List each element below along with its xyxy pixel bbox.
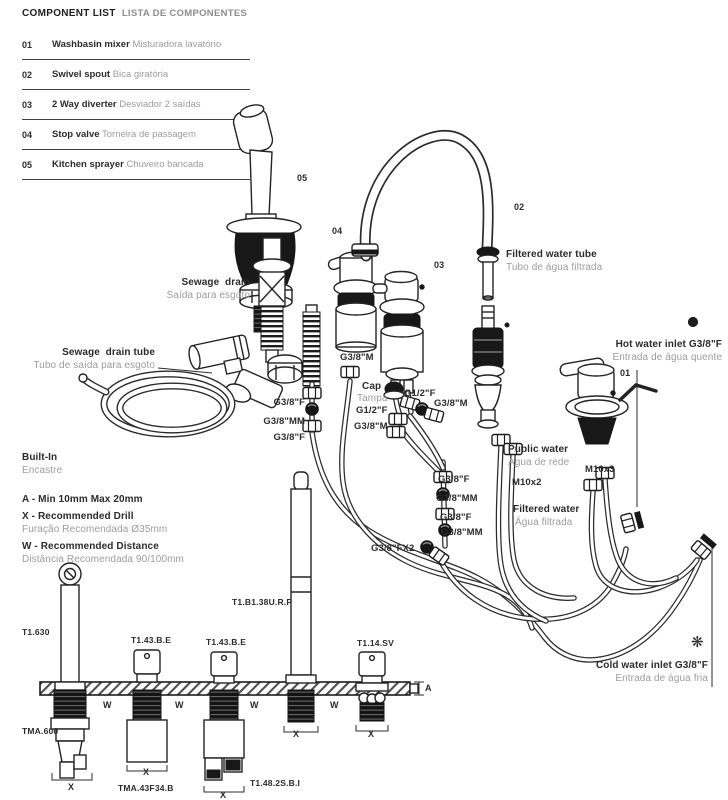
label-g38m-right: G3/8"M xyxy=(434,398,468,409)
dim-x-5: X xyxy=(368,729,375,739)
component-pt: Desviador 2 saídas xyxy=(119,99,201,110)
component-pt: Misturadora lavatório xyxy=(132,39,222,50)
component-list-title-en: COMPONENT LIST xyxy=(22,8,116,19)
note-x-en: X - Recommended Drill xyxy=(22,511,134,522)
washbasin-mixer-art xyxy=(559,357,656,444)
dim-w-2: W xyxy=(175,700,184,710)
label-hot-water-inlet-pt: Entrada de água quente xyxy=(612,352,722,363)
stop-valve-art xyxy=(327,251,378,352)
label-g38f-c1: G3/8"F xyxy=(438,474,470,485)
component-num: 04 xyxy=(22,129,33,140)
part-number-t1-43be-1: T1.43.B.E xyxy=(131,635,172,645)
snowflake-icon: ❋ xyxy=(691,634,704,651)
part-number-t1-14sv: T1.14.SV xyxy=(357,638,395,648)
label-m10x3: M10x3 xyxy=(585,464,615,475)
label-cold-water-inlet-en: Cold water inlet G3/8"F xyxy=(595,660,708,671)
component-pt: Chuveiro bancada xyxy=(126,159,204,170)
component-en: Washbasin mixer xyxy=(52,39,130,50)
label-g38f-left1: G3/8"F xyxy=(273,397,305,408)
component-list-title-pt: LISTA DE COMPONENTES xyxy=(121,8,248,19)
note-w-en: W - Recommended Distance xyxy=(22,541,159,552)
mounted-part-3 xyxy=(204,652,244,792)
dim-w-4: W xyxy=(330,700,339,710)
dim-x-1: X xyxy=(68,782,75,792)
component-num: 05 xyxy=(22,159,33,170)
component-pt: Torneira de passagem xyxy=(102,129,196,140)
component-num: 03 xyxy=(22,99,33,110)
dim-w-1: W xyxy=(103,700,112,710)
label-sewage-drain-tube-pt: Tubo de saída para esgoto xyxy=(33,360,155,371)
label-g12f-mid: G1/2"F xyxy=(356,405,388,416)
component-en: 2 Way diverter xyxy=(52,99,117,110)
label-g38fx2: G3/8"FX2 xyxy=(371,543,415,554)
component-en: Stop valve xyxy=(52,129,100,140)
part-number-tma-43f34b: TMA.43F34.B xyxy=(118,783,174,793)
label-hot-water-inlet-en: Hot water inlet G3/8"F xyxy=(615,339,722,350)
label-m10x2: M10x2 xyxy=(512,477,542,488)
label-sewage-drain-pt: Saída para esgoto xyxy=(166,290,250,301)
dim-x-3: X xyxy=(220,790,227,800)
label-g38mm-c1: G3/8"MM xyxy=(436,493,478,504)
label-filtered-water-pt: Água filtrada xyxy=(515,517,573,528)
label-filtered-water-en: Filtered water xyxy=(513,504,580,515)
callout-03: 03 xyxy=(434,260,445,270)
callout-02: 02 xyxy=(514,202,525,212)
part-number-t1-630: T1.630 xyxy=(22,627,50,637)
dim-x-4: X xyxy=(293,729,300,739)
mounted-part-5 xyxy=(356,652,388,731)
component-pt: Bica giratória xyxy=(112,69,169,80)
label-built-in-en: Built-In xyxy=(22,452,58,463)
mounted-part-2 xyxy=(127,650,167,771)
callout-05: 05 xyxy=(297,173,308,183)
label-sewage-drain-tube-en: Sewage drain tube xyxy=(62,347,155,358)
label-filtered-water-tube-pt: Tubo de água filtrada xyxy=(506,262,603,273)
label-filtered-water-tube-en: Filtered water tube xyxy=(506,249,597,260)
label-g38m-spray: G3/8"M xyxy=(340,352,374,363)
dim-a: A xyxy=(425,683,432,693)
component-en: Kitchen sprayer xyxy=(52,159,124,170)
note-x-pt: Furação Recomendada Ø35mm xyxy=(22,524,168,535)
drain-tube-coil xyxy=(79,368,232,434)
note-a: A - Min 10mm Max 20mm xyxy=(22,494,143,505)
label-built-in-pt: Encastre xyxy=(22,465,63,476)
callout-04: 04 xyxy=(332,226,343,236)
label-g38f-c2: G3/8"F xyxy=(440,512,472,523)
label-public-water-en: Public water xyxy=(508,444,569,455)
label-sewage-drain-en: Sewage drain xyxy=(181,277,250,288)
dim-w-3: W xyxy=(250,700,259,710)
callout-01: 01 xyxy=(620,368,631,378)
part-number-t1-b1-38urp: T1.B1.38U.R.P xyxy=(232,597,293,607)
label-g38m-mid: G3/8"M xyxy=(354,421,388,432)
diverter-art xyxy=(373,272,424,394)
label-g38mm-c2: G3/8"MM xyxy=(441,527,483,538)
part-number-t1-48-2sbi: T1.48.2S.B.I xyxy=(250,778,301,788)
hot-dot-icon xyxy=(688,317,698,327)
label-cap-pt: Tampa xyxy=(357,393,388,404)
part-number-t1-43be-2: T1.43.B.E xyxy=(206,637,247,647)
mounted-part-1 xyxy=(51,563,92,780)
swivel-spout-art xyxy=(352,136,499,300)
component-num: 01 xyxy=(22,39,33,50)
filter-art xyxy=(472,306,509,428)
label-cap-en: Cap xyxy=(362,381,382,392)
part-number-tma-600: TMA.600 xyxy=(22,726,59,736)
component-en: Swivel spout xyxy=(52,69,111,80)
dim-x-2: X xyxy=(143,767,150,777)
label-g12f-right: G1/2"F xyxy=(404,388,436,399)
note-w-pt: Distância Recomendada 90/100mm xyxy=(22,554,184,565)
component-num: 02 xyxy=(22,69,33,80)
corrugated-hose xyxy=(303,312,320,386)
label-cold-water-inlet-pt: Entrada de água fria xyxy=(615,673,708,684)
label-public-water-pt: Água de rede xyxy=(508,457,570,468)
label-g38f-left2: G3/8"F xyxy=(273,432,305,443)
label-g38mm-left: G3/8"MM xyxy=(263,416,305,427)
